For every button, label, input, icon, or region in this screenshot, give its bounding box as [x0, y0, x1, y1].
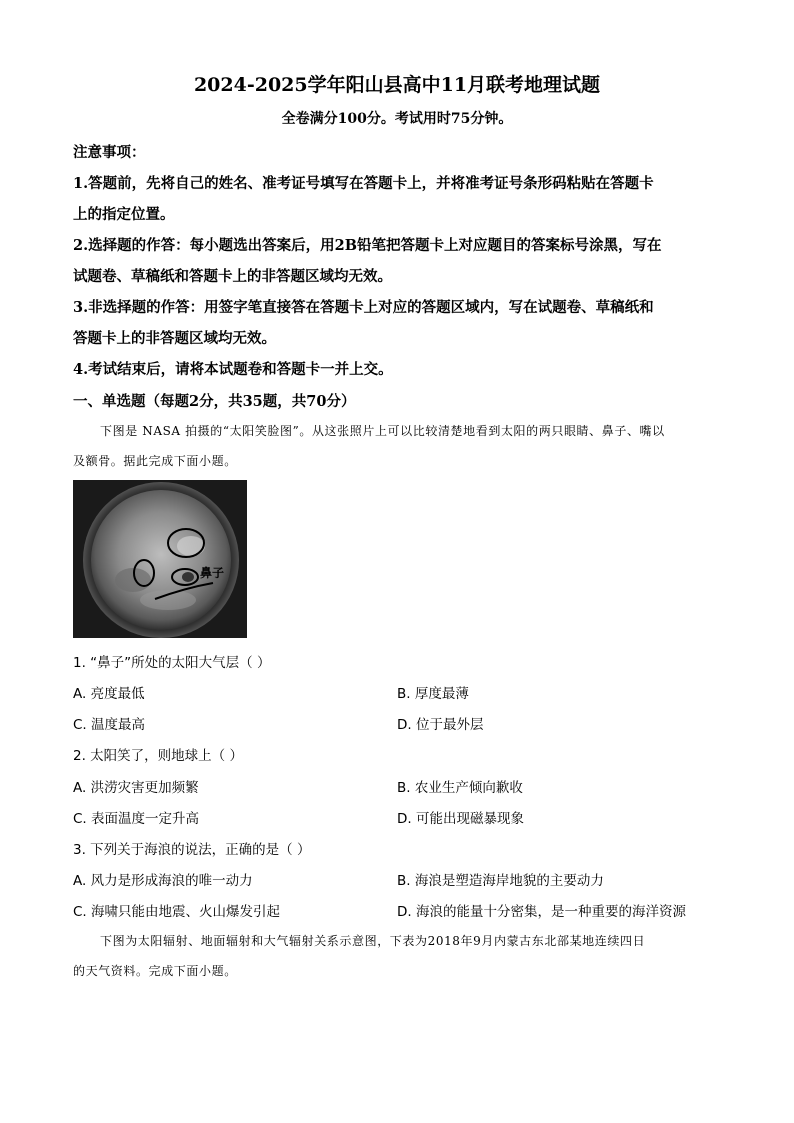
question-stem: 2. 太阳笑了，则地球上（ ） — [73, 748, 243, 764]
option-b: B. 农业生产倾向歉收 — [397, 780, 523, 796]
notice-line: 1.答题前，先将自己的姓名、准考证号填写在答题卡上，并将准考证号条形码粘贴在答题卡 — [73, 175, 654, 192]
option-a: A. 亮度最低 — [73, 686, 145, 702]
option-d: D. 海浪的能量十分密集，是一种重要的海洋资源 — [397, 904, 686, 920]
notice-heading: 注意事项： — [73, 144, 146, 161]
sun-smile-photo — [73, 480, 247, 638]
page-subtitle: 全卷满分100分。考试用时75分钟。 — [281, 111, 513, 127]
notice-line: 试题卷、草稿纸和答题卡上的非答题区域均无效。 — [73, 268, 392, 285]
notice-line: 上的指定位置。 — [73, 206, 175, 223]
question-stem: 3. 下列关于海浪的说法，正确的是（ ） — [73, 842, 311, 858]
option-c: C. 温度最高 — [73, 717, 146, 733]
option-d: D. 可能出现磁暴现象 — [397, 811, 524, 827]
passage-intro: 下图是 NASA 拍摄的“太阳笑脸图”。从这张照片上可以比较清楚地看到太阳的两只眼睛、鼻子、嘴以 — [100, 424, 665, 438]
option-a: A. 洪涝灾害更加频繁 — [73, 780, 199, 796]
option-a: A. 风力是形成海浪的唯一动力 — [73, 873, 253, 889]
page-title: 2024-2025学年阳山县高中11月联考地理试题 — [193, 74, 601, 96]
option-b: B. 海浪是塑造海岸地貌的主要动力 — [397, 873, 604, 889]
passage-intro: 的天气资料。完成下面小题。 — [73, 964, 237, 978]
notice-line: 4.考试结束后，请将本试题卷和答题卡一并上交。 — [73, 361, 393, 378]
option-d: D. 位于最外层 — [397, 717, 484, 733]
nose-label: 鼻子 — [200, 566, 225, 580]
option-b: B. 厚度最薄 — [397, 686, 469, 702]
notice-line: 3.非选择题的作答：用签字笔直接答在答题卡上对应的答题区域内，写在试题卷、草稿纸和 — [73, 299, 654, 316]
notice-line: 2.选择题的作答：每小题选出答案后，用2B铅笔把答题卡上对应题目的答案标号涂黑，写在 — [73, 237, 662, 254]
passage-intro: 及额骨。据此完成下面小题。 — [73, 454, 237, 468]
question-stem: 1. “鼻子”所处的太阳大气层（ ） — [73, 655, 271, 671]
option-c: C. 表面温度一定升高 — [73, 811, 200, 827]
passage-intro: 下图为太阳辐射、地面辐射和大气辐射关系示意图，下表为2018年9月内蒙古东北部某地连续四日 — [100, 934, 646, 948]
notice-line: 答题卡上的非答题区域均无效。 — [73, 330, 276, 347]
section-heading: 一、单选题（每题2分，共35题，共70分） — [73, 393, 356, 410]
option-c: C. 海啸只能由地震、火山爆发引起 — [73, 904, 281, 920]
